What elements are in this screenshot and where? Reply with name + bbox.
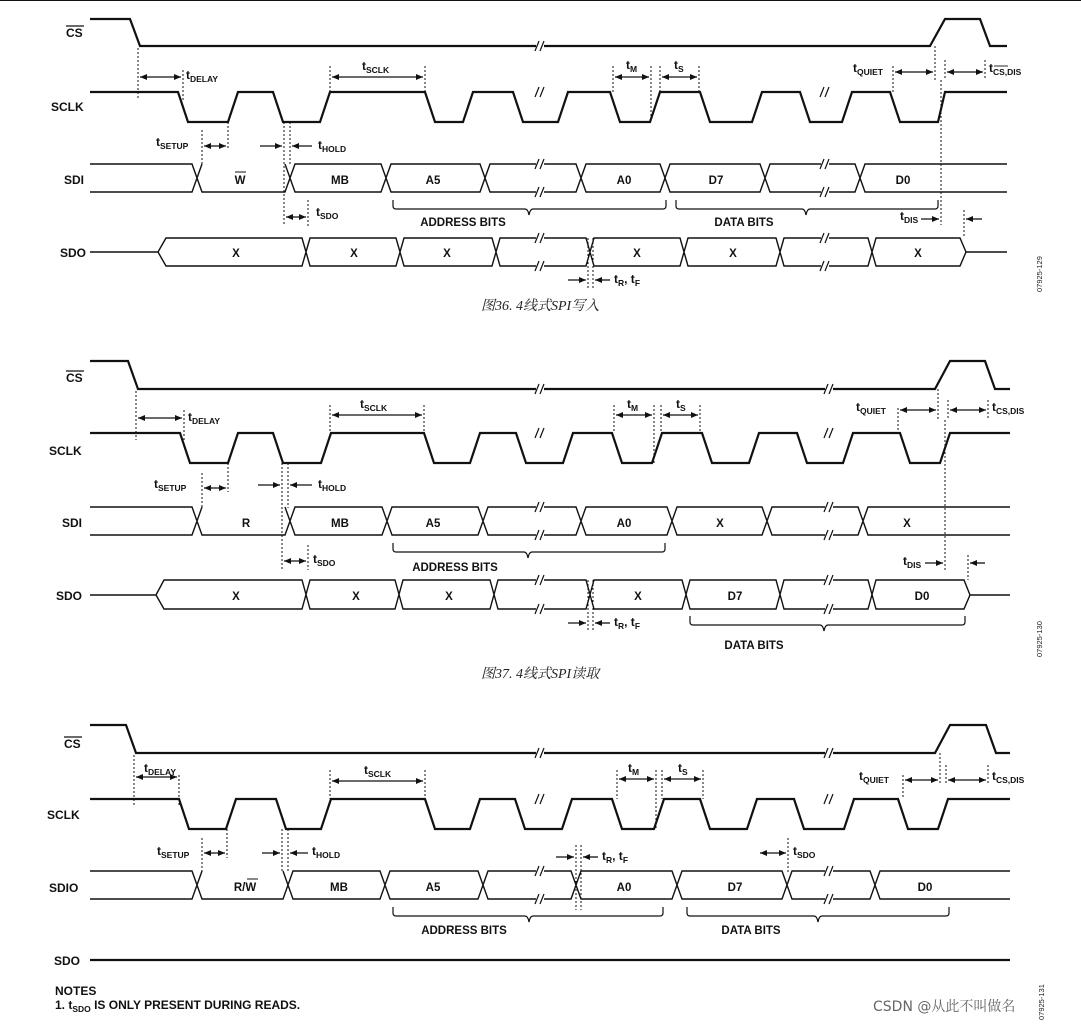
sdo-cell-2: X: [352, 591, 360, 603]
figure-37-caption: 图37. 4线式SPI读取: [481, 667, 600, 682]
data-bits-label: DATA BITS: [721, 925, 781, 937]
t-setup-label: $t_{SETUP}$: [156, 135, 189, 151]
sdo-label: SDO: [54, 954, 81, 968]
sdio-cell-d7: D7: [727, 882, 743, 894]
figure-3-side-label: 07925-131: [1037, 984, 1046, 1020]
t-hold-label: $t_{HOLD}$: [312, 844, 341, 860]
address-bits-label: ADDRESS BITS: [412, 562, 498, 574]
sdo-cell-2: X: [350, 248, 358, 260]
sdo-label: SDO: [60, 246, 87, 260]
t-cs-dis-label: $t_{CS,DIS}$: [992, 769, 1025, 785]
t-sclk-label: $t_{SCLK}$: [364, 763, 392, 779]
sdi-cell-x1: X: [716, 518, 724, 530]
cs-waveform: [90, 725, 1010, 753]
sdo-label: SDO: [56, 589, 83, 603]
cs-label: CS: [66, 371, 83, 385]
sdo-cell-4: X: [633, 248, 641, 260]
timing-arrows: [140, 72, 983, 280]
watermark: CSDN @从此不叫做名: [873, 999, 1016, 1015]
t-delay-label: $t_{DELAY}$: [186, 68, 219, 84]
figure-36-caption: 图36. 4线式SPI写入: [481, 299, 600, 314]
sdio-cell-d0: D0: [917, 882, 933, 894]
t-sclk-label: $t_{SCLK}$: [360, 397, 388, 413]
sdo-cell-d7: D7: [727, 591, 743, 603]
t-hold-label: $t_{HOLD}$: [318, 138, 347, 154]
t-dis-label: $t_{DIS}$: [900, 209, 919, 225]
t-delay-label: $t_{DELAY}$: [144, 761, 177, 777]
data-bits-brace: [687, 907, 949, 922]
sdi-label: SDI: [64, 173, 85, 187]
t-hold-label: $t_{HOLD}$: [318, 477, 347, 493]
figure-36-side-label: 07925-129: [1035, 256, 1044, 292]
sdio-cell-a0: A0: [616, 882, 632, 894]
sdi-bus: [90, 507, 1010, 535]
address-bits-label: ADDRESS BITS: [421, 925, 507, 937]
sdo-cell-3: X: [443, 248, 451, 260]
t-s-label: $t_S$: [678, 761, 688, 777]
t-r-f-label: $t_R$, $t_F$: [602, 849, 629, 865]
sclk-label: SCLK: [51, 100, 84, 114]
sclk-label: SCLK: [47, 808, 80, 822]
t-dis-label: $t_{DIS}$: [903, 554, 922, 570]
sdi-cell-d0: D0: [895, 175, 911, 187]
sdi-bus: [90, 164, 1007, 192]
address-bits-brace: [393, 200, 666, 215]
t-m-label: $t_M$: [626, 58, 638, 74]
cs-waveform: [90, 19, 1007, 46]
guide-lines: [138, 46, 985, 290]
sdo-cell-3: X: [445, 591, 453, 603]
data-bits-label: DATA BITS: [714, 217, 774, 229]
figure-37: [49, 361, 1044, 682]
t-cs-dis-label: $t_{CS,DIS}$: [992, 400, 1025, 416]
sdi-cell-mb: MB: [331, 518, 349, 530]
sdio-cell-mb: MB: [330, 882, 348, 894]
cs-label: CS: [66, 26, 83, 40]
t-m-label: $t_M$: [627, 397, 639, 413]
sdi-cell-d7: D7: [708, 175, 724, 187]
notes-title: NOTES: [55, 984, 97, 998]
sclk-label: SCLK: [49, 444, 82, 458]
sdio-cell-a5: A5: [425, 882, 441, 894]
address-bits-label: ADDRESS BITS: [420, 217, 506, 229]
figure-36: [51, 19, 1044, 314]
t-s-label: $t_S$: [674, 58, 684, 74]
sclk-waveform: [90, 433, 1010, 463]
t-quiet-label: $t_{QUIET}$: [853, 61, 883, 77]
data-bits-brace: [676, 200, 938, 215]
t-sdo-label: $t_{SDO}$: [313, 552, 336, 568]
sdi-cell-x2: X: [903, 518, 911, 530]
sdio-label: SDIO: [49, 881, 79, 895]
timing-arrows: [136, 777, 986, 857]
sdo-cell-1: X: [232, 591, 240, 603]
sdi-cell-a0: A0: [616, 518, 632, 530]
data-bits-label: DATA BITS: [724, 640, 784, 652]
sdo-cell-4: X: [634, 591, 642, 603]
t-quiet-label: $t_{QUIET}$: [856, 400, 886, 416]
data-bits-brace: [690, 616, 965, 631]
sdi-cell-a0: A0: [616, 175, 632, 187]
sdo-bus: [90, 238, 1007, 266]
note-1: 1. $t_{SDO}$ IS ONLY PRESENT DURING READS.: [55, 998, 301, 1014]
sdo-cell-5: X: [729, 248, 737, 260]
sdo-cell-d0: D0: [914, 591, 930, 603]
sdi-cell-r: R: [241, 518, 251, 530]
timing-arrows: [138, 410, 986, 623]
address-bits-brace: [393, 543, 665, 558]
sclk-waveform: [90, 799, 1010, 829]
t-setup-label: $t_{SETUP}$: [154, 477, 187, 493]
sdi-cell-w: W: [234, 175, 246, 187]
sdi-cell-a5: A5: [425, 175, 441, 187]
t-r-f-label: $t_R$, $t_F$: [614, 615, 641, 631]
guide-lines: [136, 389, 988, 632]
t-sdo-label: $t_{SDO}$: [316, 205, 339, 221]
sdi-cell-a5: A5: [425, 518, 441, 530]
sdo-cell-1: X: [232, 248, 240, 260]
sdo-bus: [90, 580, 1010, 609]
figure-3wire: [47, 725, 1046, 1020]
figure-37-side-label: 07925-130: [1035, 621, 1044, 657]
t-r-f-label: $t_R$, $t_F$: [614, 272, 641, 288]
t-delay-label: $t_{DELAY}$: [188, 410, 221, 426]
sdio-cell-rw: R/W: [233, 882, 257, 894]
t-setup-label: $t_{SETUP}$: [157, 844, 190, 860]
t-sclk-label: $t_{SCLK}$: [362, 59, 390, 75]
sdi-label: SDI: [62, 516, 83, 530]
t-cs-dis-label: $t_{CS,DIS}$: [989, 61, 1022, 77]
t-s-label: $t_S$: [676, 397, 686, 413]
sdo-cell-6: X: [914, 248, 922, 260]
t-quiet-label: $t_{QUIET}$: [859, 769, 889, 785]
sdio-bus: [90, 871, 1010, 899]
address-bits-brace: [393, 907, 663, 922]
sclk-waveform: [90, 92, 1007, 122]
t-m-label: $t_M$: [628, 761, 640, 777]
break-marks: [535, 40, 829, 272]
cs-waveform: [90, 361, 1010, 389]
cs-label: CS: [64, 737, 81, 751]
t-sdo-label: $t_{SDO}$: [793, 844, 816, 860]
sdi-cell-mb: MB: [331, 175, 349, 187]
